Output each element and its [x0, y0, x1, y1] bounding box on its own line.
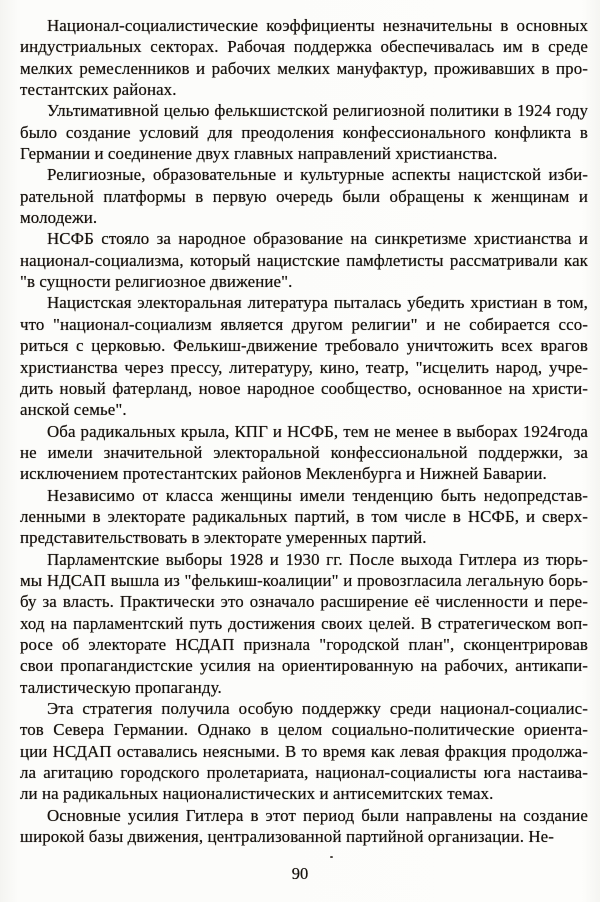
- paragraph: [20, 228, 588, 292]
- paragraph: [20, 698, 588, 805]
- text-line: ли на радикальных националистических и антисемитских темах.: [20, 784, 494, 804]
- text-line: риться с церковью. Фелькиш-движение требовало уничтожить всех врагов: [20, 336, 588, 356]
- text-line: молодежи.: [20, 208, 98, 228]
- text-line: Религиозные, образовательные и культурные аспекты нацистской изби-: [47, 165, 588, 185]
- text-line: Оба радикальных крыла, КПГ и НСФБ, тем не менее в выборах 1924года: [47, 421, 588, 441]
- text-line: ла агитацию городского пролетариата, национал-социалисты юга настаива-: [20, 763, 588, 783]
- paragraph: [20, 292, 588, 420]
- text-line: талистическую пропаганду.: [20, 677, 222, 697]
- text-line: широкой базы движения, централизованной партийной организации. Не-: [20, 827, 554, 847]
- text-line: мелких ремесленников и рабочих мелких мануфактур, проживавших в про-: [20, 58, 588, 78]
- scan-speck: [330, 856, 333, 858]
- text-line: росе об электорате НСДАП признала "городской план", сконцентрировав: [20, 634, 588, 654]
- text-line: НСФБ стояло за народное образование на синкретизме христианства и: [47, 229, 588, 249]
- text-line: Независимо от класса женщины имели тенденцию быть недопредстав-: [47, 485, 588, 505]
- text-line: Основные усилия Гитлера в этот период были направлены на создание: [47, 805, 588, 825]
- text-line: тестантских районах.: [20, 80, 177, 100]
- text-line: мы НДСАП вышла из "фелькиш-коалиции" и провозгласила легальную борь-: [20, 570, 588, 590]
- text-line: представительствовать в электорате умеренных партий.: [20, 528, 427, 548]
- text-line: рательной платформы в первую очередь были обращены к женщинам и: [20, 186, 588, 206]
- text-line: "в сущности религиозное движение".: [20, 272, 293, 292]
- text-line: Эта стратегия получила особую поддержку среди национал-социалис-: [47, 699, 588, 718]
- text-line: национал-социализма, который нацистские памфлетисты рассматривали как: [20, 250, 588, 270]
- text-line: индустриальных секторах. Рабочая поддержка обеспечивалась им в среде: [20, 37, 588, 57]
- text-line: исключением протестантских районов Мекленбурга и Нижней Баварии.: [20, 464, 547, 484]
- paragraph: [20, 100, 588, 164]
- paragraph: [20, 15, 588, 100]
- text-line: Германии и соединение двух главных направлений христианства.: [20, 144, 498, 164]
- paragraph: [20, 164, 588, 228]
- text-line: Национал-социалистические коэффициенты незначительны в основных: [47, 16, 588, 35]
- text-line: ход на парламентский путь достижения своих целей. В стратегическом воп-: [20, 613, 588, 633]
- text-line: Ультимативной целью фелькшистской религиозной политики в 1924 году: [47, 101, 588, 121]
- text-line: ленными в электорате радикальных партий, в том числе в НСФБ, и сверх-: [20, 506, 588, 526]
- text-line: ции НСДАП оставались неясными. В то время как левая фракция продолжа-: [20, 741, 588, 761]
- text-line: бу за власть. Практически это означало расширение её численности и пере-: [20, 592, 588, 612]
- text-line: анской семье".: [20, 400, 127, 420]
- text-line: тов Севера Германии. Однако в целом социально-политические ориента-: [20, 720, 588, 740]
- page-number: 90: [291, 864, 309, 883]
- paragraph: [20, 421, 588, 485]
- text-line: было создание условий для преодоления конфессионального конфликта в: [20, 122, 588, 142]
- text-line: дить новый фатерланд, новое народное сообщество, основанное на христи-: [20, 378, 588, 398]
- text-line: Нацистская электоральная литература пыталась убедить христиан в том,: [47, 293, 588, 313]
- paragraph: [20, 805, 588, 848]
- paragraph: [20, 549, 588, 698]
- text-line: свои пропагандистские усилия на ориентированную на рабочих, антикапи-: [20, 656, 588, 676]
- body-text: [20, 15, 588, 847]
- text-line: что "национал-социализм является другом религии" и не собирается ссо-: [20, 314, 588, 334]
- text-line: не имели значительной электоральной конфессиональной поддержки, за: [20, 442, 588, 462]
- text-line: Парламентские выборы 1928 и 1930 гг. После выхода Гитлера из тюрь-: [47, 549, 588, 569]
- text-line: христианства через прессу, литературу, кино, театр, "исцелить народ, учре-: [20, 357, 588, 377]
- paragraph: [20, 485, 588, 549]
